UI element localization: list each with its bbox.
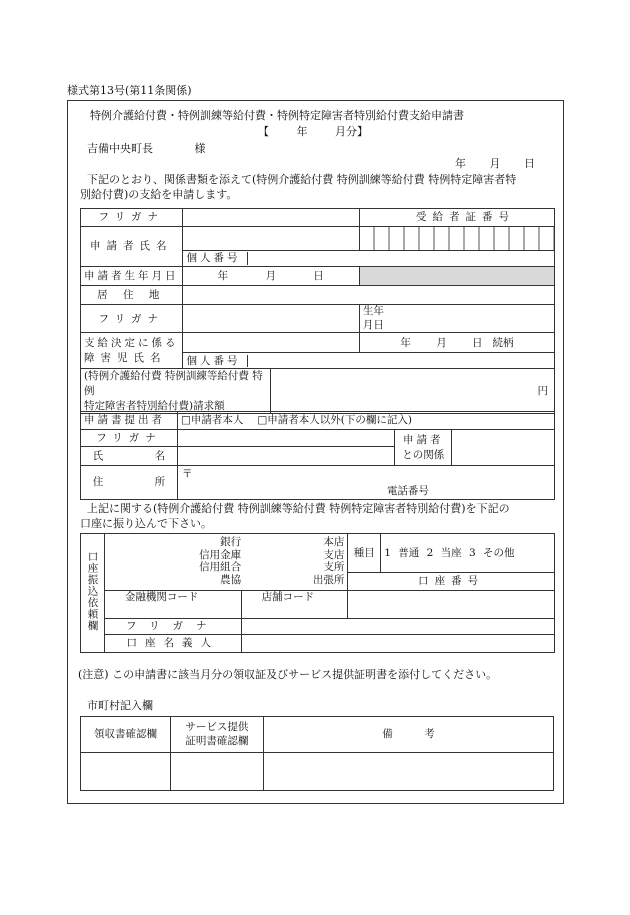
recipient-cert-field[interactable] <box>359 227 554 251</box>
birth-value[interactable]: 年 月 日 <box>182 267 359 286</box>
note: (注意) この申請書に該当月分の領収証及びサービス提供証明書を添付してください。 <box>78 668 498 681</box>
child-birth-label: 生年月日 <box>362 305 384 331</box>
branch-code-label: 店舗コード <box>241 591 348 619</box>
bank-type-3: 農協 <box>220 573 242 586</box>
branch-0: 本店 <box>323 536 345 548</box>
branch-1: 支店 <box>323 548 345 561</box>
intro-line2: 別給付費)の支給を申請します。 <box>80 188 238 201</box>
submitter-name-field[interactable] <box>177 447 394 466</box>
birth-label: 申請者生年月日 <box>81 267 183 286</box>
addressee: 吉備中央町長 様 <box>87 142 206 155</box>
remarks-label: 備 考 <box>263 717 553 753</box>
municipal-label: 市町村記入欄 <box>87 699 153 712</box>
option-self[interactable]: □申請者本人 <box>180 414 244 427</box>
relation-label: 続柄 <box>492 336 514 349</box>
child-name-l1: 支給決定に係る <box>84 337 179 350</box>
kind-options[interactable]: 1 普通 2 当座 3 その他 <box>381 534 555 573</box>
claim-label <box>81 369 271 414</box>
submitter-furigana-label: フリガナ <box>81 430 178 447</box>
submitter-address-field[interactable] <box>177 466 554 500</box>
furigana-label: フリガナ <box>81 209 183 227</box>
claim-amount[interactable] <box>271 369 555 414</box>
personal-no-label: 個人番号 <box>183 252 248 264</box>
remarks-field[interactable] <box>263 753 553 791</box>
bank-type-2: 信用組合 <box>199 561 242 574</box>
bank-furigana-field[interactable] <box>241 619 554 635</box>
child-birth-value-text: 年 月 日 <box>400 336 483 349</box>
submitter-address-label: 住 所 <box>81 466 178 500</box>
service-l2: 証明書確認欄 <box>185 734 249 747</box>
holder-field[interactable] <box>241 635 554 653</box>
inst-code-label: 金融機関コード <box>104 591 241 619</box>
claim-l1: (特例介護給付費 特例訓練等給付費 特例 <box>84 370 263 397</box>
submitter-name-label: 氏 名 <box>81 447 178 466</box>
bank-branches <box>241 534 348 591</box>
child-name-label <box>81 333 183 369</box>
receipt-check-label: 領収書確認欄 <box>81 717 171 753</box>
kind-label: 種目 <box>348 534 381 573</box>
child-birth-value[interactable] <box>359 333 554 353</box>
relation-l2: との関係 <box>402 448 445 461</box>
child-birth-cell <box>359 305 554 333</box>
recipient-cert-label: 受給者証番号 <box>359 209 554 227</box>
service-check-label <box>170 717 263 753</box>
service-l1: サービス提供 <box>185 720 249 733</box>
bank-types <box>104 534 241 591</box>
submitter-table <box>80 411 555 500</box>
bank-side-text: 口座振込依頼欄 <box>86 551 99 632</box>
option-other[interactable]: □申請者本人以外(下の欄に記入) <box>257 414 412 427</box>
postal-mark: 〒 <box>181 468 193 480</box>
child-furigana-label: フリガナ <box>81 305 183 333</box>
service-check-field[interactable] <box>170 753 263 791</box>
bank-furigana-label: フリガナ <box>104 619 241 635</box>
submitter-label: 申請書提出者 <box>81 412 178 430</box>
birth-gray-cell <box>359 267 554 286</box>
phone-label: 電話番号 <box>386 485 429 497</box>
transfer-line1: 上記に関する(特例介護給付費 特例訓練等給付費 特例特定障害者特別給付費)を下記の <box>87 502 510 515</box>
submitter-options[interactable] <box>177 412 554 430</box>
receipt-check-field[interactable] <box>81 753 171 791</box>
personal-no-row[interactable] <box>182 251 555 267</box>
child-name-l2: 障害児氏名 <box>84 351 167 364</box>
yen-label: 円 <box>537 385 548 398</box>
branch-2: 支所 <box>323 561 345 574</box>
claim-l2: 特定障害者特別給付費)請求額 <box>84 399 225 412</box>
child-personal-no-row[interactable] <box>182 353 555 369</box>
submitter-furigana-field[interactable] <box>177 430 394 447</box>
address-field[interactable] <box>182 286 555 305</box>
applicant-name-field[interactable] <box>182 227 359 251</box>
applicant-name-label: 申請者氏名 <box>81 227 183 267</box>
bank-table <box>80 533 555 653</box>
account-no-label: 口座番号 <box>348 573 555 591</box>
period: 【 年 月分】 <box>258 125 368 138</box>
holder-label: 口座名義人 <box>104 635 241 653</box>
relation-cell <box>395 430 452 466</box>
child-furigana-field[interactable] <box>182 305 359 333</box>
relation-field[interactable] <box>452 430 555 466</box>
bank-type-1: 信用金庫 <box>199 548 242 561</box>
transfer-line2: 口座に振り込んで下さい。 <box>80 517 212 530</box>
bank-type-0: 銀行 <box>220 536 242 548</box>
date-line: 年 月 日 <box>455 157 535 170</box>
child-personal-no-label: 個人番号 <box>183 355 248 367</box>
form-title: 特例介護給付費・特例訓練等給付費・特例特定障害者特別給付費支給申請書 <box>90 109 464 122</box>
furigana-field[interactable] <box>182 209 359 227</box>
form-number: 様式第13号(第11条関係) <box>67 84 192 97</box>
branch-3: 出張所 <box>312 573 345 586</box>
address-label: 居 住 地 <box>81 286 183 305</box>
child-name-field[interactable] <box>182 333 359 353</box>
intro-line1: 下記のとおり、関係書類を添えて(特例介護給付費 特例訓練等給付費 特例特定障害者特 <box>87 173 517 186</box>
applicant-table <box>80 208 555 414</box>
municipal-table <box>80 716 554 791</box>
account-no-field[interactable] <box>348 591 555 619</box>
relation-l1: 申請者 <box>403 433 444 446</box>
bank-side-label <box>81 534 105 653</box>
